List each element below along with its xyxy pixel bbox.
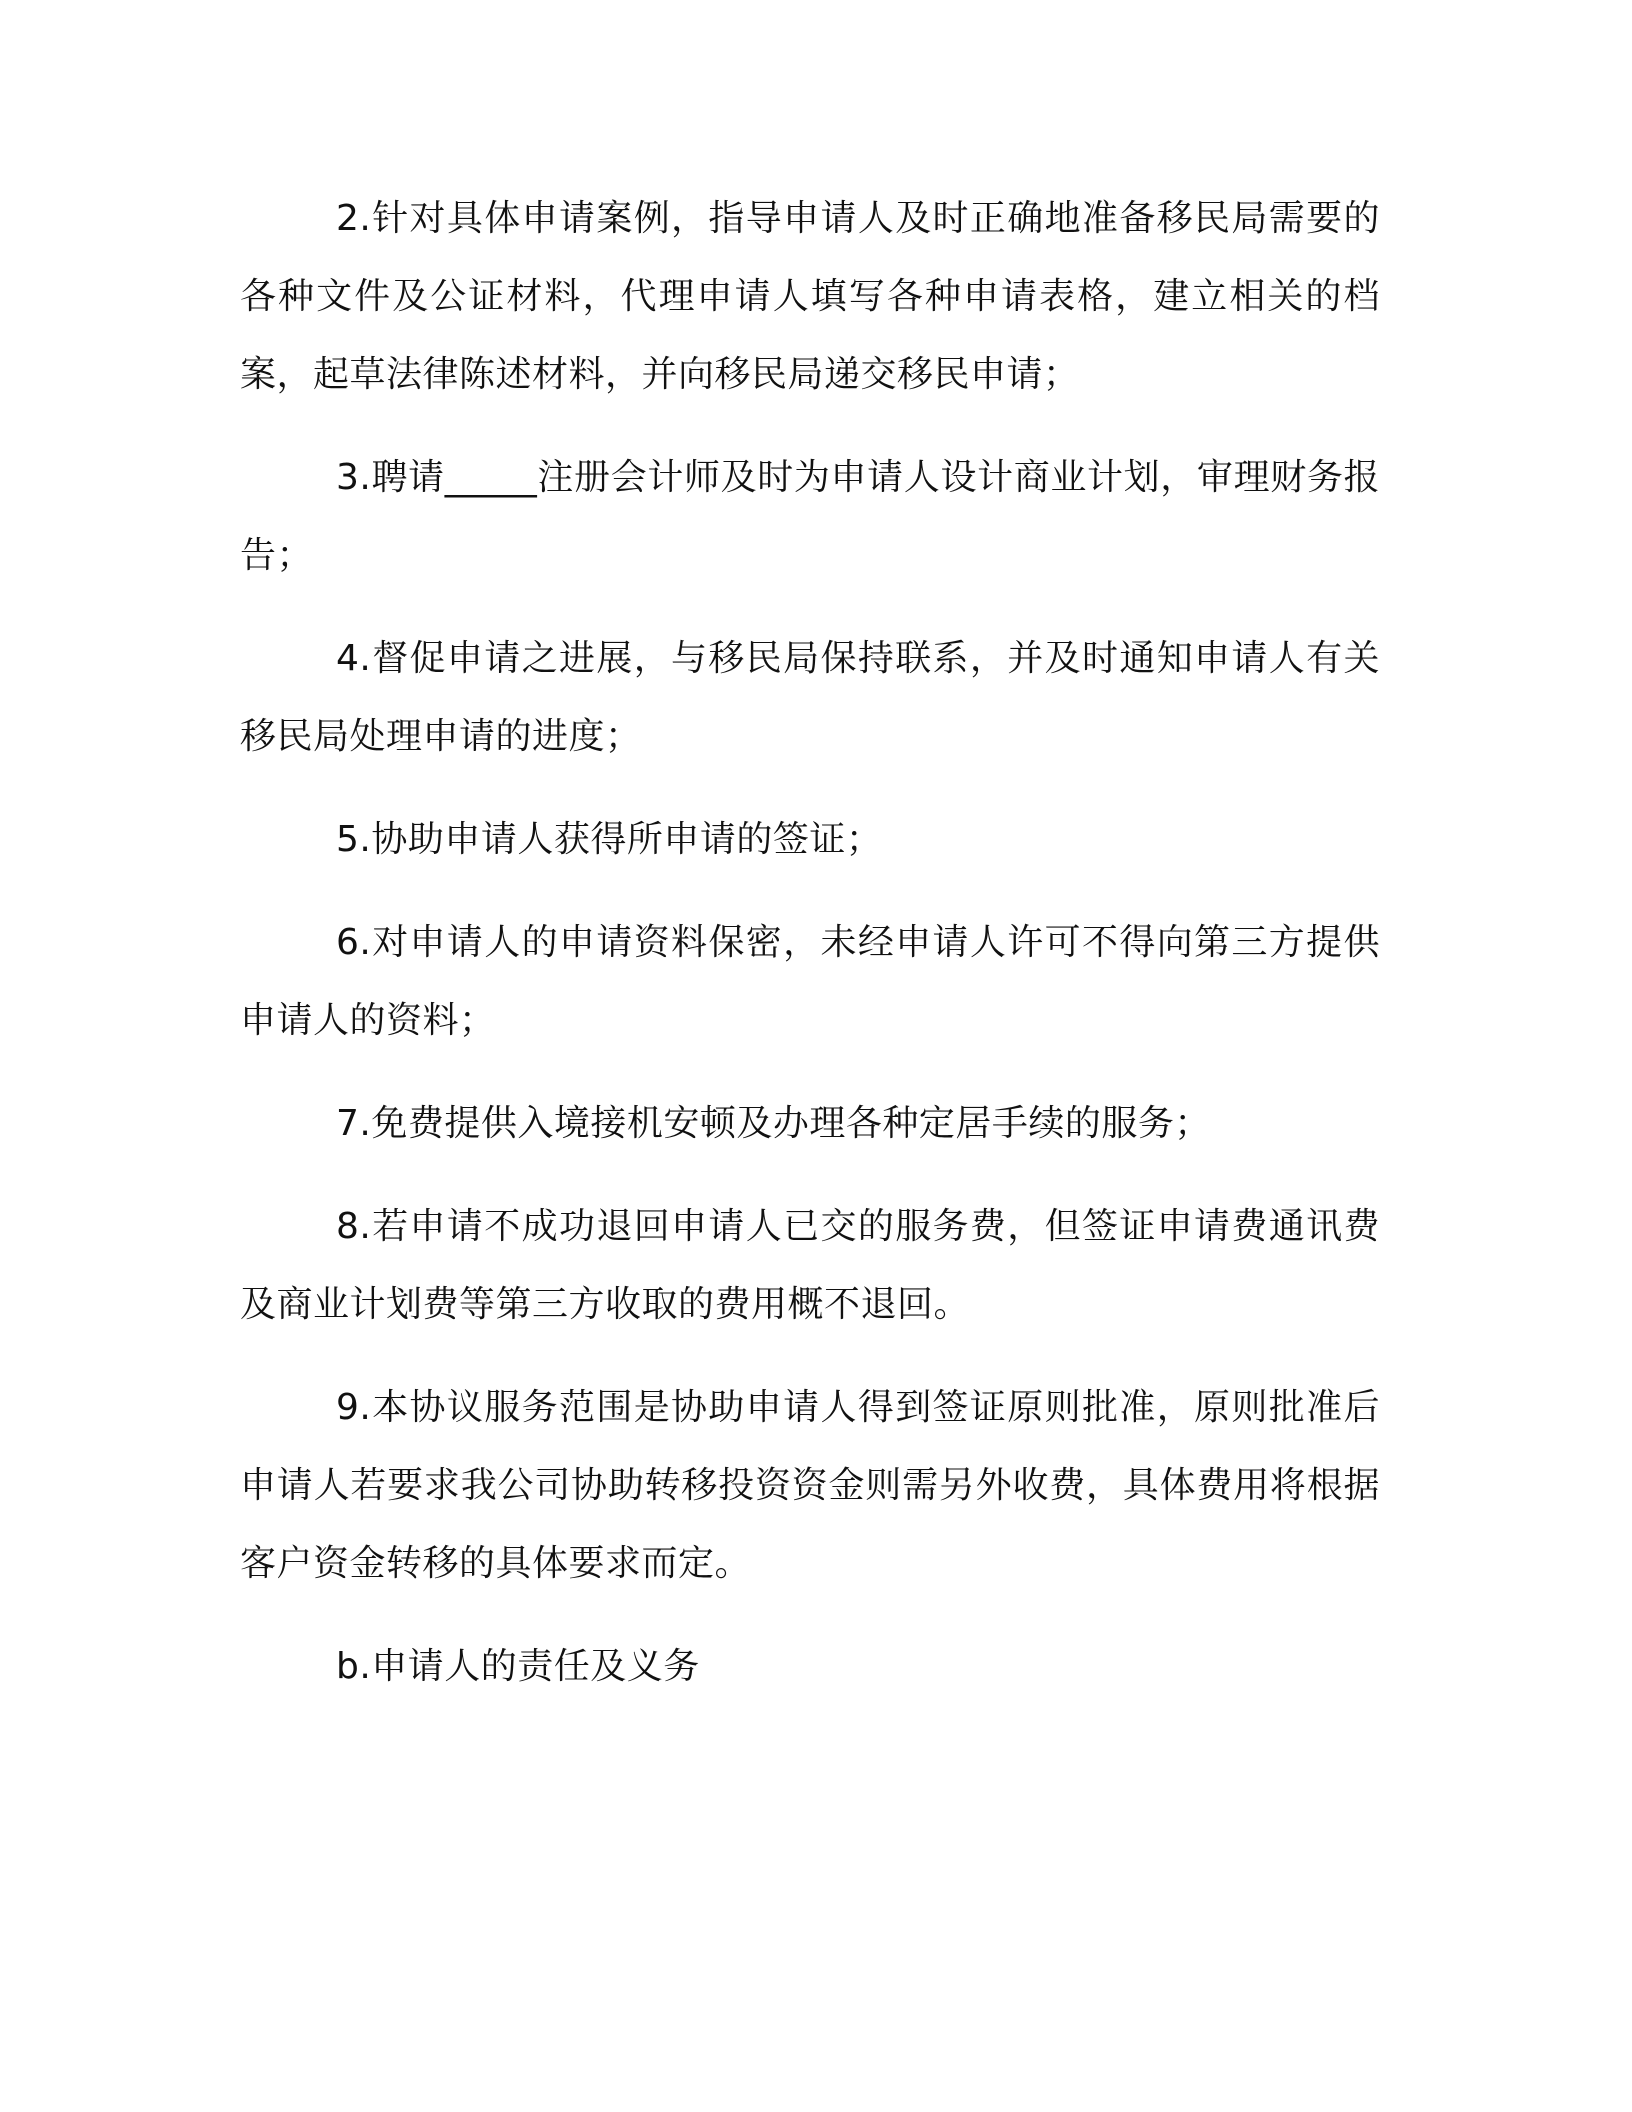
clause-2-paragraph: 2.针对具体申请案例，指导申请人及时正确地准备移民局需要的各种文件及公证材料，代理申请人填写各种申请表格，建立相关的档案，起草法律陈述材料，并向移民局递交移民申请； (240, 198, 1380, 395)
section-b-heading: b.申请人的责任及义务 (336, 1646, 700, 1687)
clause-3-paragraph: 3.聘请_____注册会计师及时为申请人设计商业计划，审理财务报告； (240, 457, 1380, 576)
clause-8-paragraph: 8.若申请不成功退回申请人已交的服务费，但签证申请费通讯费及商业计划费等第三方收取的费用概不退回。 (240, 1206, 1380, 1325)
clause-5-paragraph: 5.协助申请人获得所申请的签证； (336, 819, 883, 860)
clause-9-paragraph: 9.本协议服务范围是协助申请人得到签证原则批准，原则批准后申请人若要求我公司协助转移投资资金则需另外收费，具体费用将根据客户资金转移的具体要求而定。 (240, 1387, 1380, 1584)
clause-6-paragraph: 6.对申请人的申请资料保密，未经申请人许可不得向第三方提供申请人的资料； (240, 922, 1380, 1041)
document-body (240, 180, 1380, 1731)
clause-4-paragraph: 4.督促申请之进展，与移民局保持联系，并及时通知申请人有关移民局处理申请的进度； (240, 638, 1380, 757)
clause-7-paragraph: 7.免费提供入境接机安顿及办理各种定居手续的服务； (336, 1103, 1211, 1144)
